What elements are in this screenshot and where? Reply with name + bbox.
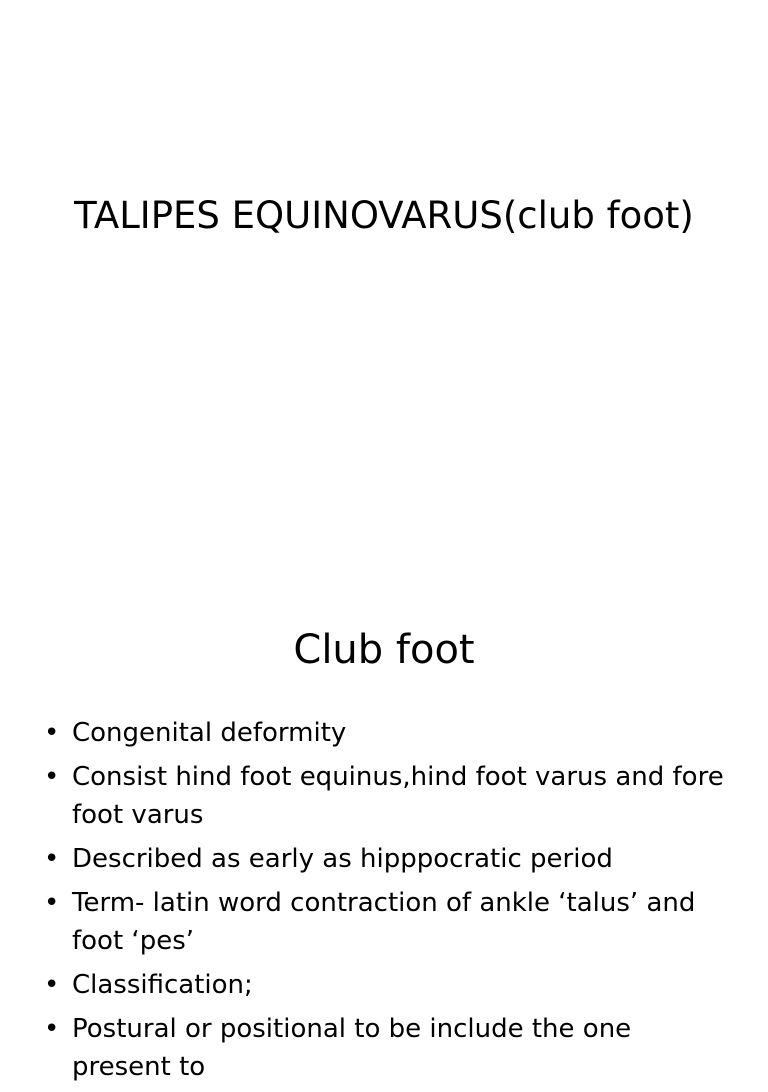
content-slide bbox=[0, 576, 768, 1082]
slide-heading: Club foot bbox=[293, 627, 475, 673]
bullet-icon: • bbox=[44, 844, 60, 874]
bullet-icon: • bbox=[44, 1014, 60, 1044]
bullet-item bbox=[44, 884, 734, 960]
bullet-text: Described as early as hipppocratic period bbox=[72, 844, 613, 874]
bullet-text: Term- latin word contraction of ankle ‘talus’ and foot ‘pes’ bbox=[72, 888, 696, 956]
bullet-text: Postural or positional to be include the one present to bbox=[72, 1014, 632, 1082]
bullet-item bbox=[44, 714, 734, 752]
bullet-list bbox=[44, 714, 734, 1092]
bullet-item bbox=[44, 1010, 734, 1086]
bullet-text: Consist hind foot equinus,hind foot varus and fore foot varus bbox=[72, 762, 724, 830]
slide-title: TALIPES EQUINOVARUS(club foot) bbox=[74, 194, 694, 237]
bullet-icon: • bbox=[44, 970, 60, 1000]
bullet-item bbox=[44, 966, 734, 1004]
bullet-item bbox=[44, 758, 734, 834]
bullet-icon: • bbox=[44, 718, 60, 748]
bullet-text: Congenital deformity bbox=[72, 718, 347, 748]
bullet-text: Classification; bbox=[72, 970, 253, 1000]
bullet-icon: • bbox=[44, 762, 60, 792]
bullet-icon: • bbox=[44, 888, 60, 918]
bullet-item bbox=[44, 840, 734, 878]
